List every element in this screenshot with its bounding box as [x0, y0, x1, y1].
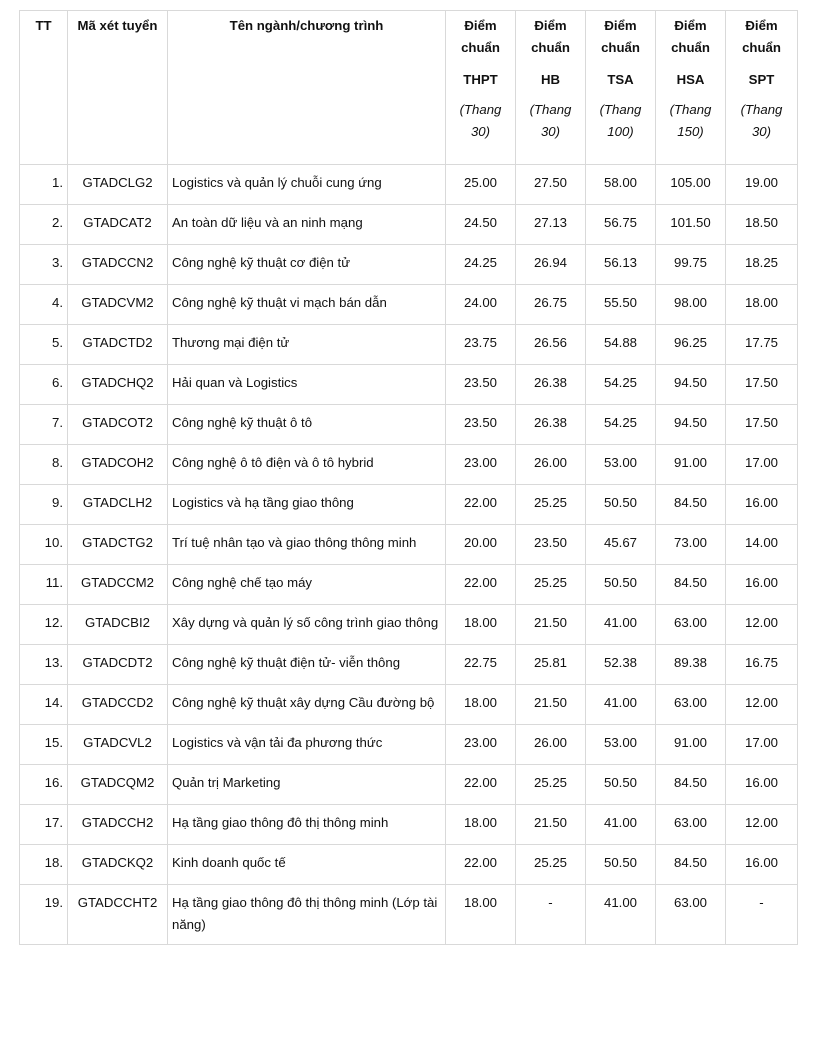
- row-score-hsa: 63.00: [656, 805, 726, 845]
- header-tsa-label: Điểm chuẩn: [601, 18, 640, 55]
- row-tt: 16.: [20, 765, 68, 805]
- row-score-hb: 26.38: [516, 365, 586, 405]
- row-score-tsa: 41.00: [586, 685, 656, 725]
- row-tt: 19.: [20, 885, 68, 945]
- row-tt: 1.: [20, 165, 68, 205]
- row-score-hsa: 91.00: [656, 445, 726, 485]
- row-code: GTADCLH2: [68, 485, 168, 525]
- row-tt: 7.: [20, 405, 68, 445]
- row-code: GTADCTD2: [68, 325, 168, 365]
- row-tt: 5.: [20, 325, 68, 365]
- row-score-hsa: 96.25: [656, 325, 726, 365]
- table-row: [20, 805, 798, 845]
- row-program-name: Công nghệ chế tạo máy: [168, 565, 446, 605]
- header-hb-abbr: HB: [540, 72, 561, 87]
- row-score-thpt: 23.75: [446, 325, 516, 365]
- row-program-name: An toàn dữ liệu và an ninh mạng: [168, 205, 446, 245]
- row-score-tsa: 45.67: [586, 525, 656, 565]
- row-score-tsa: 55.50: [586, 285, 656, 325]
- row-score-thpt: 22.75: [446, 645, 516, 685]
- header-spt-abbr: SPT: [748, 72, 775, 87]
- row-score-tsa: 50.50: [586, 845, 656, 885]
- table-row: [20, 645, 798, 685]
- table-row: [20, 405, 798, 445]
- table-row: [20, 205, 798, 245]
- row-score-spt: 16.75: [726, 645, 798, 685]
- header-name: Tên ngành/chương trình: [168, 11, 446, 165]
- row-score-hb: 25.25: [516, 845, 586, 885]
- row-score-tsa: 50.50: [586, 485, 656, 525]
- header-hb-scale: (Thang 30): [529, 102, 572, 139]
- row-score-tsa: 54.25: [586, 365, 656, 405]
- row-tt: 9.: [20, 485, 68, 525]
- header-hsa-abbr: HSA: [676, 72, 705, 87]
- row-score-hb: 21.50: [516, 805, 586, 845]
- row-score-hb: 26.94: [516, 245, 586, 285]
- row-program-name: Công nghệ kỹ thuật điện tử- viễn thông: [168, 645, 446, 685]
- row-score-thpt: 22.00: [446, 485, 516, 525]
- row-score-thpt: 24.25: [446, 245, 516, 285]
- row-score-hb: 25.25: [516, 565, 586, 605]
- row-score-hsa: 63.00: [656, 885, 726, 945]
- table-row: [20, 245, 798, 285]
- row-score-spt: 12.00: [726, 605, 798, 645]
- row-score-tsa: 58.00: [586, 165, 656, 205]
- row-code: GTADCCM2: [68, 565, 168, 605]
- row-code: GTADCBI2: [68, 605, 168, 645]
- row-score-hsa: 99.75: [656, 245, 726, 285]
- row-score-thpt: 23.00: [446, 445, 516, 485]
- row-score-spt: 19.00: [726, 165, 798, 205]
- row-tt: 15.: [20, 725, 68, 765]
- row-score-thpt: 23.50: [446, 365, 516, 405]
- header-spt-scale: (Thang 30): [740, 102, 783, 139]
- header-hsa-label: Điểm chuẩn: [671, 18, 710, 55]
- row-score-hb: 25.25: [516, 485, 586, 525]
- row-program-name: Trí tuệ nhân tạo và giao thông thông minh: [168, 525, 446, 565]
- row-score-tsa: 41.00: [586, 805, 656, 845]
- header-tsa-scale: (Thang 100): [599, 102, 642, 139]
- row-score-thpt: 23.50: [446, 405, 516, 445]
- row-score-hb: 27.13: [516, 205, 586, 245]
- row-score-hb: 27.50: [516, 165, 586, 205]
- header-spt-label: Điểm chuẩn: [742, 18, 781, 55]
- row-program-name: Công nghệ kỹ thuật xây dựng Cầu đường bộ: [168, 685, 446, 725]
- row-program-name: Công nghệ ô tô điện và ô tô hybrid: [168, 445, 446, 485]
- row-score-thpt: 20.00: [446, 525, 516, 565]
- row-score-hb: 25.25: [516, 765, 586, 805]
- row-program-name: Thương mại điện tử: [168, 325, 446, 365]
- row-score-hb: 26.00: [516, 445, 586, 485]
- row-score-hb: 25.81: [516, 645, 586, 685]
- row-score-spt: 12.00: [726, 805, 798, 845]
- table-row: [20, 285, 798, 325]
- row-score-thpt: 18.00: [446, 885, 516, 945]
- table-row: [20, 605, 798, 645]
- row-tt: 10.: [20, 525, 68, 565]
- row-program-name: Kinh doanh quốc tế: [168, 845, 446, 885]
- row-score-tsa: 54.25: [586, 405, 656, 445]
- header-tsa: [586, 11, 656, 165]
- table-row: [20, 565, 798, 605]
- row-score-spt: 16.00: [726, 765, 798, 805]
- row-code: GTADCOT2: [68, 405, 168, 445]
- row-code: GTADCKQ2: [68, 845, 168, 885]
- row-program-name: Hạ tầng giao thông đô thị thông minh (Lớp tài năng): [168, 885, 446, 945]
- row-score-thpt: 24.50: [446, 205, 516, 245]
- table-row: [20, 885, 798, 945]
- header-thpt-scale: (Thang 30): [459, 102, 502, 139]
- row-score-hsa: 91.00: [656, 725, 726, 765]
- header-spt: [726, 11, 798, 165]
- row-score-hsa: 73.00: [656, 525, 726, 565]
- row-score-tsa: 56.13: [586, 245, 656, 285]
- row-code: GTADCQM2: [68, 765, 168, 805]
- row-program-name: Logistics và quản lý chuỗi cung ứng: [168, 165, 446, 205]
- row-code: GTADCCN2: [68, 245, 168, 285]
- header-thpt-abbr: THPT: [463, 72, 498, 87]
- row-program-name: Hải quan và Logistics: [168, 365, 446, 405]
- row-score-hsa: 98.00: [656, 285, 726, 325]
- row-score-hb: 26.00: [516, 725, 586, 765]
- row-score-hsa: 63.00: [656, 605, 726, 645]
- row-code: GTADCVL2: [68, 725, 168, 765]
- table-row: [20, 725, 798, 765]
- row-score-tsa: 41.00: [586, 885, 656, 945]
- row-code: GTADCCH2: [68, 805, 168, 845]
- row-score-spt: 17.50: [726, 365, 798, 405]
- row-score-spt: 18.00: [726, 285, 798, 325]
- row-code: GTADCHQ2: [68, 365, 168, 405]
- header-thpt-label: Điểm chuẩn: [461, 18, 500, 55]
- row-score-spt: 17.00: [726, 445, 798, 485]
- row-code: GTADCOH2: [68, 445, 168, 485]
- row-score-tsa: 50.50: [586, 765, 656, 805]
- row-score-hsa: 89.38: [656, 645, 726, 685]
- row-score-tsa: 52.38: [586, 645, 656, 685]
- row-program-name: Công nghệ kỹ thuật vi mạch bán dẫn: [168, 285, 446, 325]
- row-tt: 8.: [20, 445, 68, 485]
- row-tt: 12.: [20, 605, 68, 645]
- row-code: GTADCCHT2: [68, 885, 168, 945]
- row-tt: 4.: [20, 285, 68, 325]
- table-row: [20, 685, 798, 725]
- row-tt: 6.: [20, 365, 68, 405]
- row-score-hsa: 84.50: [656, 565, 726, 605]
- row-score-spt: -: [726, 885, 798, 945]
- row-score-spt: 16.00: [726, 485, 798, 525]
- header-tt: TT: [20, 11, 68, 165]
- row-program-name: Công nghệ kỹ thuật cơ điện tử: [168, 245, 446, 285]
- row-code: GTADCCD2: [68, 685, 168, 725]
- row-score-hb: 26.75: [516, 285, 586, 325]
- row-score-tsa: 54.88: [586, 325, 656, 365]
- row-score-thpt: 23.00: [446, 725, 516, 765]
- row-score-hsa: 101.50: [656, 205, 726, 245]
- row-score-hsa: 84.50: [656, 485, 726, 525]
- row-tt: 11.: [20, 565, 68, 605]
- row-score-hb: 26.56: [516, 325, 586, 365]
- row-program-name: Logistics và vận tải đa phương thức: [168, 725, 446, 765]
- row-score-thpt: 25.00: [446, 165, 516, 205]
- row-score-spt: 12.00: [726, 685, 798, 725]
- row-code: GTADCLG2: [68, 165, 168, 205]
- row-tt: 13.: [20, 645, 68, 685]
- row-code: GTADCAT2: [68, 205, 168, 245]
- row-score-spt: 17.00: [726, 725, 798, 765]
- row-score-spt: 16.00: [726, 845, 798, 885]
- row-score-tsa: 50.50: [586, 565, 656, 605]
- row-score-hb: 23.50: [516, 525, 586, 565]
- row-score-hsa: 84.50: [656, 765, 726, 805]
- header-code: Mã xét tuyển: [68, 11, 168, 165]
- table-row: [20, 765, 798, 805]
- table-row: [20, 325, 798, 365]
- row-score-spt: 16.00: [726, 565, 798, 605]
- header-tsa-abbr: TSA: [607, 72, 634, 87]
- row-score-hsa: 84.50: [656, 845, 726, 885]
- header-thpt: [446, 11, 516, 165]
- row-tt: 14.: [20, 685, 68, 725]
- row-score-tsa: 41.00: [586, 605, 656, 645]
- header-hb-label: Điểm chuẩn: [531, 18, 570, 55]
- row-program-name: Công nghệ kỹ thuật ô tô: [168, 405, 446, 445]
- row-score-thpt: 22.00: [446, 565, 516, 605]
- row-score-hb: 26.38: [516, 405, 586, 445]
- row-tt: 18.: [20, 845, 68, 885]
- row-tt: 3.: [20, 245, 68, 285]
- table-row: [20, 525, 798, 565]
- table-row: [20, 485, 798, 525]
- row-score-spt: 18.50: [726, 205, 798, 245]
- row-score-hb: 21.50: [516, 685, 586, 725]
- row-score-spt: 14.00: [726, 525, 798, 565]
- table-row: [20, 165, 798, 205]
- row-score-hsa: 94.50: [656, 365, 726, 405]
- row-program-name: Hạ tầng giao thông đô thị thông minh: [168, 805, 446, 845]
- row-score-thpt: 22.00: [446, 845, 516, 885]
- row-score-hsa: 94.50: [656, 405, 726, 445]
- row-score-hb: -: [516, 885, 586, 945]
- row-score-thpt: 18.00: [446, 685, 516, 725]
- row-program-name: Quản trị Marketing: [168, 765, 446, 805]
- table-row: [20, 445, 798, 485]
- row-score-spt: 17.50: [726, 405, 798, 445]
- row-score-spt: 18.25: [726, 245, 798, 285]
- row-tt: 17.: [20, 805, 68, 845]
- row-score-thpt: 24.00: [446, 285, 516, 325]
- row-score-spt: 17.75: [726, 325, 798, 365]
- admission-scores-table: [19, 10, 798, 945]
- header-hb: [516, 11, 586, 165]
- table-body: [20, 165, 798, 945]
- row-score-hsa: 105.00: [656, 165, 726, 205]
- table-row: [20, 365, 798, 405]
- row-code: GTADCTG2: [68, 525, 168, 565]
- row-program-name: Xây dựng và quản lý số công trình giao thông: [168, 605, 446, 645]
- header-hsa: [656, 11, 726, 165]
- row-score-thpt: 18.00: [446, 605, 516, 645]
- row-code: GTADCVM2: [68, 285, 168, 325]
- row-score-tsa: 56.75: [586, 205, 656, 245]
- header-hsa-scale: (Thang 150): [669, 102, 712, 139]
- row-score-hsa: 63.00: [656, 685, 726, 725]
- row-score-thpt: 22.00: [446, 765, 516, 805]
- row-program-name: Logistics và hạ tầng giao thông: [168, 485, 446, 525]
- row-score-tsa: 53.00: [586, 445, 656, 485]
- row-score-tsa: 53.00: [586, 725, 656, 765]
- row-score-hb: 21.50: [516, 605, 586, 645]
- table-header-row: [20, 11, 798, 165]
- row-score-thpt: 18.00: [446, 805, 516, 845]
- row-code: GTADCDT2: [68, 645, 168, 685]
- row-tt: 2.: [20, 205, 68, 245]
- table-row: [20, 845, 798, 885]
